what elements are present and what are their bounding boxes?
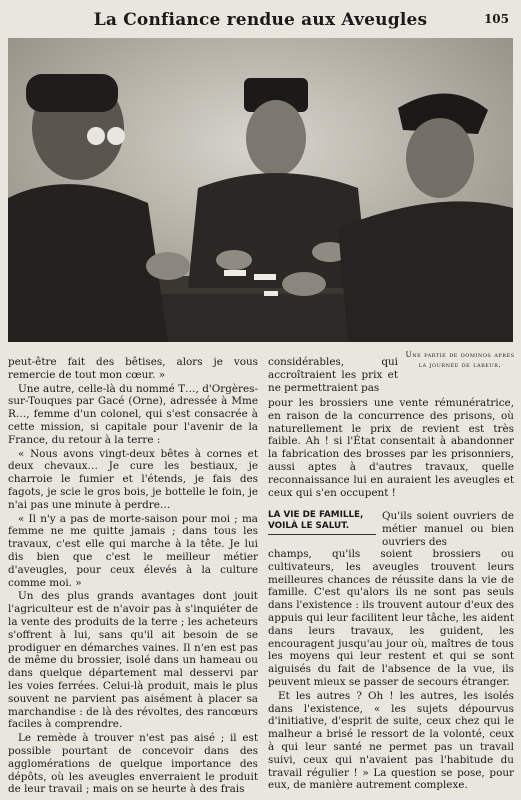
- right-column-mid-short: [382, 510, 514, 549]
- paragraph: Qu'ils soient ouvriers de métier manuel ou bien ouvriers des: [382, 510, 514, 548]
- left-column: [8, 356, 258, 797]
- section-subheading: LA VIE DE FAMILLE, VOILÀ LE SALUT.: [268, 510, 376, 535]
- right-column-bottom: [268, 548, 514, 793]
- photograph-domino-players: [8, 38, 513, 342]
- right-column-top-short: [268, 356, 398, 395]
- paragraph: Une autre, celle-là du nommé T…, d'Orgères-sur-Touques par Gacé (Orne), adressée à Mme R…, femme d'un colonel, qui s'est consacrée à cette mission, si capitale pour l'avenir de la France, du retour à la terre :: [8, 382, 258, 446]
- paragraph: Un des plus grands avantages dont jouit l'agriculteur est de n'avoir pas à s'inquiéter de la vente des produits de la terre ; les acheteurs s'offrent à lui, sans qu'il ait besoin de se prodiguer en démarches vaines. Il n'en est pas de même du brossier, isolé dans un hameau ou dans quelque département mal desservi par les voies ferrées. Celui-là produit, mais le plus souvent ne parvient pas aisément à placer sa marchandise : de là des révoltes, des rancœurs faciles à comprendre.: [8, 590, 258, 731]
- page-number: 105: [483, 12, 509, 26]
- page-title: La Confiance rendue aux Aveugles: [93, 10, 428, 30]
- right-column-top-full: [268, 397, 514, 500]
- photo-illustration: [8, 38, 513, 342]
- photo-caption: Une partie de dominos après la journée de labeur.: [405, 350, 515, 369]
- paragraph: considérables, qui accroîtraient les prix et ne permettraient pas: [268, 356, 398, 394]
- paragraph: champs, qu'ils soient brossiers ou cultivateurs, les aveugles trouvent leurs meilleures chances de réussite dans la vie de famille. C'est qu'alors ils ne sont pas seuls dans l'existence : ils trouvent autour d'eux des appuis qui leur facilitent leur tâche, les aident dans leurs travaux, les guident, les encouragent jusqu'au jour où, maîtres de tous les moyens qui leur restent et qui se sont aiguisés du fait de l'absence de la vue, ils peuvent mieux se passer de secours étranger.: [268, 548, 514, 688]
- paragraph: Le remède à trouver n'est pas aisé ; il est possible pourtant de concevoir dans des agglomérations de quelque importance des dépôts, où les aveugles enverraient le produit de leur travail ; mais on se heurte à des frais: [8, 732, 258, 796]
- page-header: [0, 10, 521, 32]
- paragraph: Et les autres ? Oh ! les autres, les isolés dans l'existence, « les sujets dépourvus d'initiative, d'esprit de suite, ceux chez qui le malheur a brisé le ressort de la volonté, ceux à qui leur santé ne permet pas un travail suivi, ceux qui n'avaient pas l'habitude du travail régulier ! » La question se pose, pour eux, de manière autrement complexe.: [268, 689, 514, 792]
- paragraph: « Nous avons vingt-deux bêtes à cornes et deux chevaux… Je cure les bestiaux, je charroie le fumier et l'étends, je fais des fagots, je scie le gros bois, je bottelle le foin, je n'ai pas une minute à perdre…: [8, 447, 258, 511]
- paragraph: pour les brossiers une vente rémunératrice, en raison de la concurrence des prisons, où naturellement le prix de revient est très faible. Ah ! si l'État consentait à abandonner la fabrication des brosses par les prisonniers, aussi aptes à d'autres travaux, quelle reconnaissance lui en auraient les aveugles et ceux qui s'en occupent !: [268, 397, 514, 499]
- paragraph: peut-être fait des bêtises, alors je vous remercie de tout mon cœur. »: [8, 356, 258, 381]
- paragraph: « Il n'y a pas de morte-saison pour moi ; ma femme ne me quitte jamais ; dans tous les travaux, c'est elle qui marche à la tête. Je lui dis bien que c'est le meilleur métier d'aveugles, pour ceux élevés à la culture comme moi. »: [8, 512, 258, 589]
